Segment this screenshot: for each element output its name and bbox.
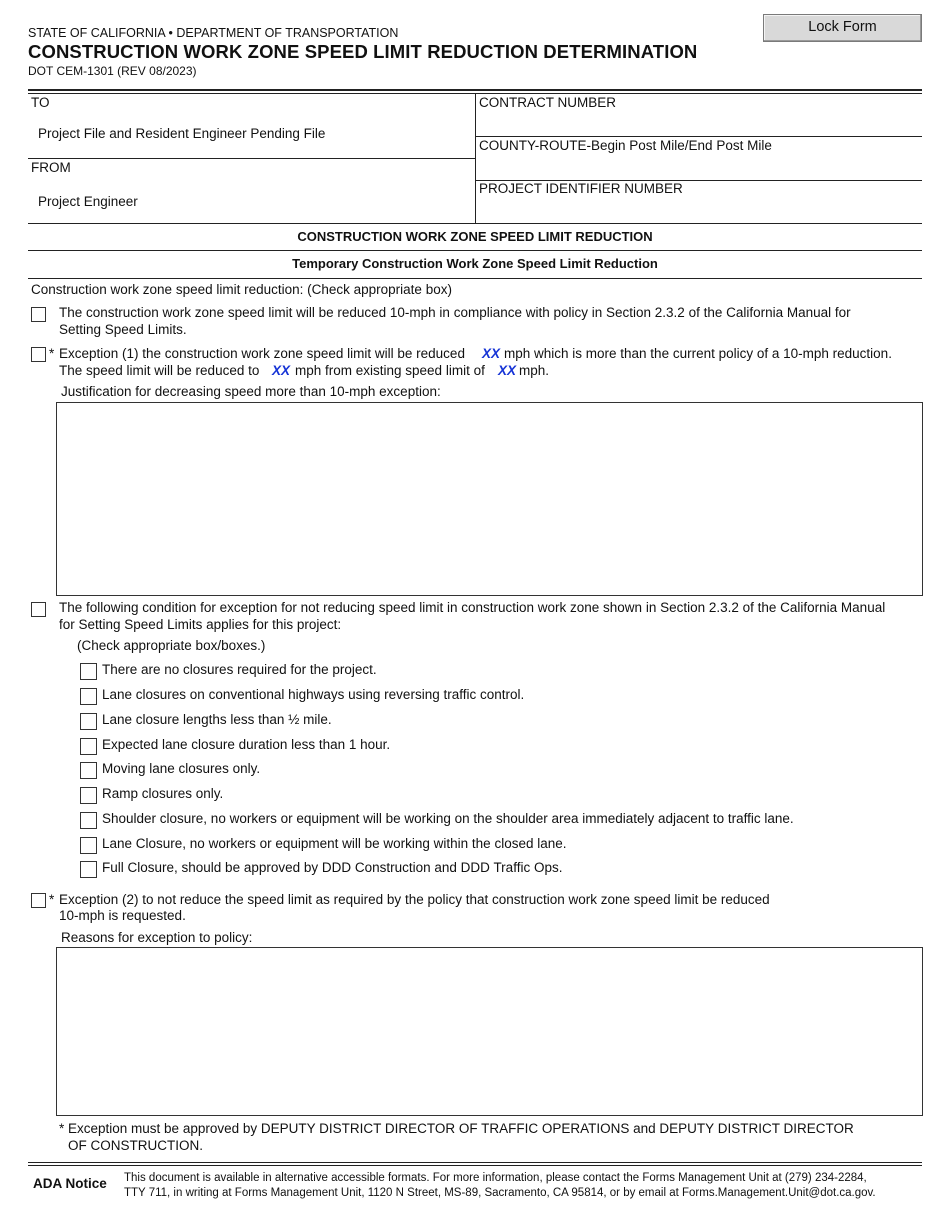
section-subheading: Temporary Construction Work Zone Speed Limit Reduction — [292, 256, 658, 271]
exception1-checkbox[interactable] — [31, 347, 46, 362]
condition-item: There are no closures required for the project. — [102, 662, 377, 677]
condition-item: Lane closures on conventional highways using reversing traffic control. — [102, 687, 525, 702]
condition-text-line2: for Setting Speed Limits applies for this project: — [59, 617, 342, 632]
condition-checkbox[interactable] — [80, 762, 97, 779]
condition-item: Full Closure, should be approved by DDD Construction and DDD Traffic Ops. — [102, 860, 563, 875]
to-label: TO — [31, 95, 50, 110]
ada-notice-line2: TTY 711, in writing at Forms Management Unit, 1120 N Street, MS-89, Sacramento, CA 95814, or by email at Forms.Management.Unit@dot.ca.gov. — [124, 1187, 876, 1199]
reduce-10mph-text-line2: Setting Speed Limits. — [59, 322, 187, 337]
condition-text-line1: The following condition for exception for not reducing speed limit in construction work zone shown in Section 2.3.2 of the California Manual — [59, 600, 886, 615]
condition-item: Lane Closure, no workers or equipment will be working within the closed lane. — [102, 836, 567, 851]
condition-checkbox[interactable] — [80, 713, 97, 730]
exception2-text-line1: Exception (2) to not reduce the speed limit as required by the policy that construction work zone speed limit be reduced — [59, 892, 770, 907]
footer-rule-inner — [28, 1165, 922, 1166]
exception1-text-a: Exception (1) the construction work zone speed limit will be reduced — [59, 346, 465, 361]
exception1-text-e: mph. — [519, 363, 550, 378]
condition-checkbox[interactable] — [80, 787, 97, 804]
agency-line: STATE OF CALIFORNIA • DEPARTMENT OF TRANSPORTATION — [28, 26, 399, 40]
reasons-textarea[interactable] — [56, 947, 923, 1116]
condition-checkbox[interactable] — [80, 663, 97, 680]
project-identifier-field[interactable] — [479, 199, 919, 221]
condition-item: Ramp closures only. — [102, 786, 224, 801]
condition-checkbox[interactable] — [80, 688, 97, 705]
contract-number-field[interactable] — [479, 113, 919, 134]
existing-speed-mph-field[interactable]: XX — [498, 363, 517, 378]
to-field[interactable]: Project File and Resident Engineer Pending File — [38, 126, 326, 141]
condition-exception-checkbox[interactable] — [31, 602, 46, 617]
justification-label: Justification for decreasing speed more than 10-mph exception: — [61, 384, 441, 399]
reduction-intro: Construction work zone speed limit reduction: (Check appropriate box) — [31, 282, 452, 297]
reduce-10mph-text-line1: The construction work zone speed limit will be reduced 10-mph in compliance with policy in Section 2.3.2 of the California Manual for — [59, 305, 851, 320]
county-route-field[interactable] — [479, 156, 919, 178]
ada-notice-line1: This document is available in alternative accessible formats. For more information, please contact the Forms Management Unit at (279) 234-2284, — [124, 1172, 867, 1184]
exception2-checkbox[interactable] — [31, 893, 46, 908]
project-identifier-label: PROJECT IDENTIFIER NUMBER — [479, 181, 683, 196]
justification-textarea[interactable] — [56, 402, 923, 596]
check-boxes-note: (Check appropriate box/boxes.) — [77, 638, 266, 653]
info-divider — [475, 93, 476, 223]
exception2-text-line2: 10-mph is requested. — [59, 908, 186, 923]
reduced-to-mph-field[interactable]: XX — [272, 363, 291, 378]
subheading-divider — [28, 278, 922, 279]
condition-item: Expected lane closure duration less than 1 hour. — [102, 737, 391, 752]
reduced-by-mph-field[interactable]: XX — [482, 346, 501, 361]
exception2-asterisk: * — [49, 892, 55, 907]
exception1-text-c: The speed limit will be reduced to — [59, 363, 260, 378]
top-rule — [28, 89, 922, 91]
condition-item: Shoulder closure, no workers or equipment will be working on the shoulder area immediately adjacent to traffic lane. — [102, 811, 794, 826]
condition-checkbox[interactable] — [80, 812, 97, 829]
ada-notice-title: ADA Notice — [33, 1176, 107, 1191]
county-route-label: COUNTY-ROUTE-Begin Post Mile/End Post Mile — [479, 138, 772, 153]
reduce-10mph-checkbox[interactable] — [31, 307, 46, 322]
to-from-divider — [28, 158, 475, 159]
form-number: DOT CEM-1301 (REV 08/2023) — [28, 64, 197, 78]
condition-checkbox[interactable] — [80, 738, 97, 755]
condition-item: Moving lane closures only. — [102, 761, 261, 776]
footer-rule — [28, 1162, 922, 1163]
form-title: CONSTRUCTION WORK ZONE SPEED LIMIT REDUCTION DETERMINATION — [28, 41, 698, 62]
info-bottom-rule — [28, 223, 922, 224]
contract-county-divider — [475, 136, 922, 137]
condition-checkbox[interactable] — [80, 861, 97, 878]
condition-item: Lane closure lengths less than ½ mile. — [102, 712, 332, 727]
lock-form-button[interactable]: Lock Form — [763, 14, 922, 42]
condition-checkbox[interactable] — [80, 837, 97, 854]
section-heading: CONSTRUCTION WORK ZONE SPEED LIMIT REDUCTION — [297, 229, 653, 244]
exception1-text-d: mph from existing speed limit of — [295, 363, 485, 378]
heading-divider — [28, 250, 922, 251]
contract-number-label: CONTRACT NUMBER — [479, 95, 617, 110]
exception1-text-b: mph which is more than the current policy of a 10-mph reduction. — [504, 346, 892, 361]
reasons-label: Reasons for exception to policy: — [61, 930, 253, 945]
exception1-asterisk: * — [49, 346, 55, 361]
approval-note-line1: * Exception must be approved by DEPUTY DISTRICT DIRECTOR OF TRAFFIC OPERATIONS and DEPUTY DISTRICT DIRECTOR — [59, 1121, 854, 1136]
from-label: FROM — [31, 160, 71, 175]
approval-note-line2: OF CONSTRUCTION. — [68, 1138, 203, 1153]
from-field[interactable]: Project Engineer — [38, 194, 138, 209]
